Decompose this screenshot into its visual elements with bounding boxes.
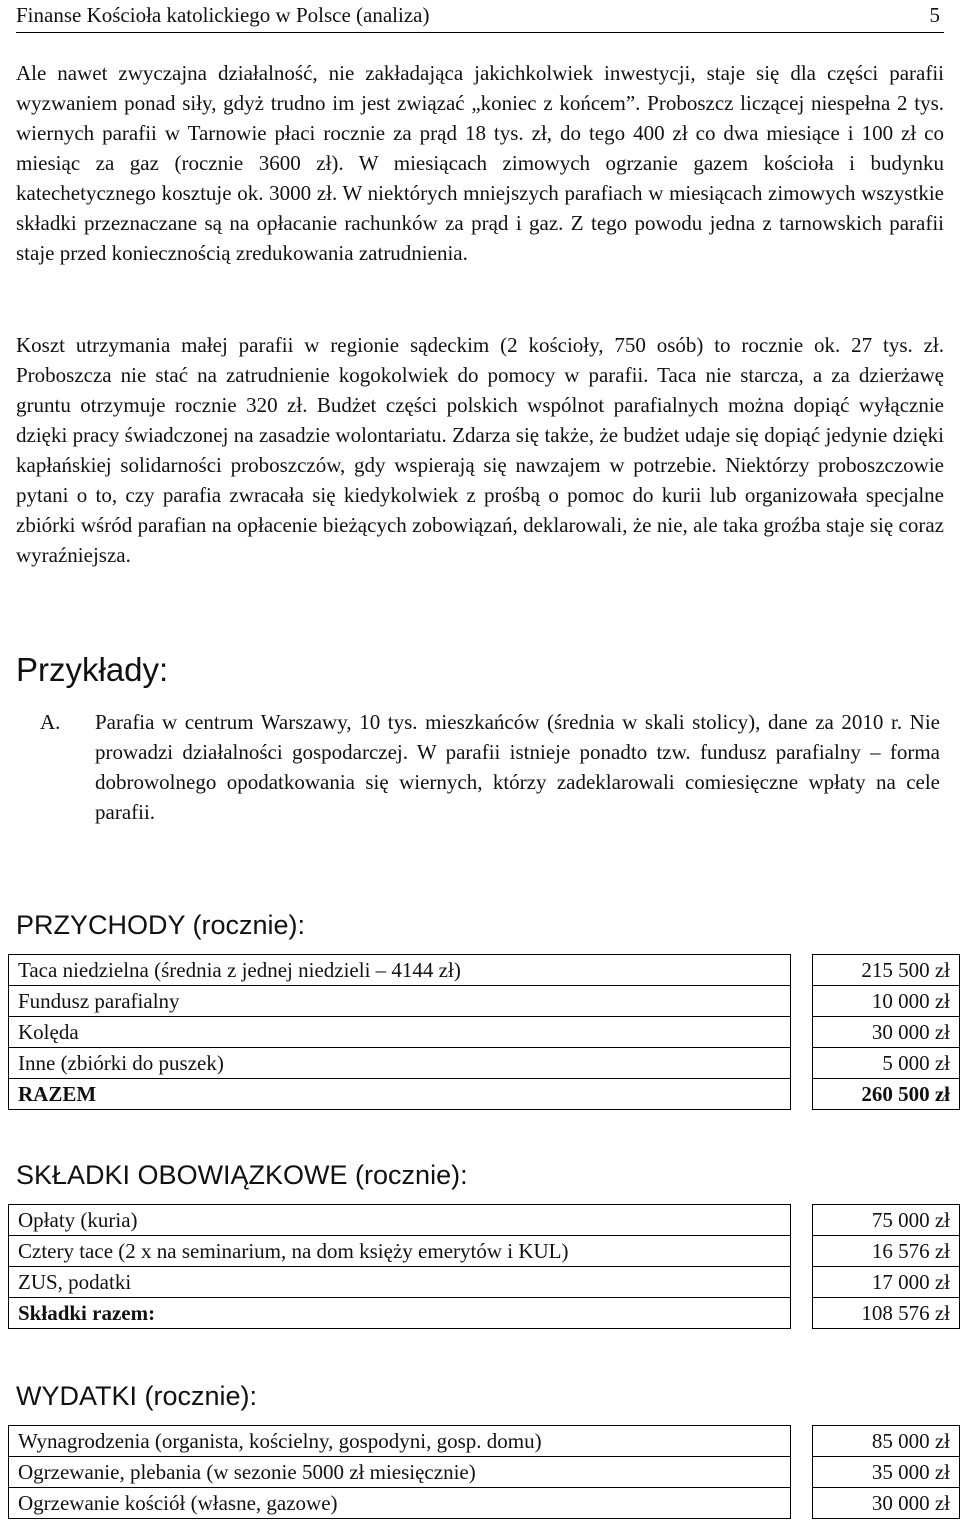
expenses-value: 85 000 zł [813, 1426, 960, 1457]
income-value: 215 500 zł [813, 955, 960, 986]
table-row [9, 1426, 960, 1457]
table-row [9, 955, 960, 986]
table-total-row [9, 1079, 960, 1110]
expenses-label: Ogrzewanie kościół (własne, gazowe) [9, 1488, 791, 1519]
page-number: 5 [929, 3, 940, 27]
table-row [9, 1488, 960, 1519]
dues-label: Opłaty (kuria) [9, 1205, 791, 1236]
income-label: Taca niedzielna (średnia z jednej niedzieli – 4144 zł) [9, 955, 791, 986]
dues-value: 75 000 zł [813, 1205, 960, 1236]
dues-total-label: Składki razem: [9, 1298, 791, 1329]
income-value: 30 000 zł [813, 1017, 960, 1048]
income-total-label: RAZEM [9, 1079, 791, 1110]
dues-label: Cztery tace (2 x na seminarium, na dom księży emerytów i KUL) [9, 1236, 791, 1267]
income-heading: PRZYCHODY (rocznie): [16, 910, 306, 940]
table-row [9, 986, 960, 1017]
income-value: 5 000 zł [813, 1048, 960, 1079]
income-label: Fundusz parafialny [9, 986, 791, 1017]
income-label: Inne (zbiórki do puszek) [9, 1048, 791, 1079]
table-row [9, 1048, 960, 1079]
document-title: Finanse Kościoła katolickiego w Polsce (analiza) [16, 3, 430, 27]
expenses-label: Wynagrodzenia (organista, kościelny, gospodyni, gosp. domu) [9, 1426, 791, 1457]
example-a-label: A. [40, 710, 61, 734]
example-a-text: Parafia w centrum Warszawy, 10 tys. mieszkańców (średnia w skali stolicy), dane za 2010 r. Nie prowadzi działalności gospodarczej. W parafii istnieje ponadto tzw. fundusz parafialny – forma dobrowolnego opodatkowania się wiernych, którzy zadeklarowali comiesięczne wpłaty na cele parafii. [95, 710, 940, 824]
expenses-table [8, 1425, 960, 1519]
table-row [9, 1457, 960, 1488]
income-value: 10 000 zł [813, 986, 960, 1017]
dues-total-value: 108 576 zł [813, 1298, 960, 1329]
table-total-row [9, 1298, 960, 1329]
table-row [9, 1267, 960, 1298]
income-total-value: 260 500 zł [813, 1079, 960, 1110]
table-row [9, 1017, 960, 1048]
table-row [9, 1236, 960, 1267]
income-label: Kolęda [9, 1017, 791, 1048]
page-header [16, 2, 944, 33]
dues-value: 17 000 zł [813, 1267, 960, 1298]
income-table [8, 954, 960, 1110]
dues-heading: SKŁADKI OBOWIĄZKOWE (rocznie): [16, 1160, 468, 1190]
expenses-value: 30 000 zł [813, 1488, 960, 1519]
paragraph-1: Ale nawet zwyczajna działalność, nie zakładająca jakichkolwiek inwestycji, staje się dla części parafii wyzwaniem ponad siły, gdyż trudno im jest związać „koniec z końcem”. Proboszcz liczącej niespełna 2 tys. wiernych parafii w Tarnowie płaci rocznie za prąd 18 tys. zł, do tego 400 zł co dwa miesiące i 100 zł co miesiąc za gaz (rocznie 3600 zł). W miesiącach zimowych ogrzanie gazem kościoła i budynku katechetycznego kosztuje ok. 3000 zł. W niektórych mniejszych parafiach w miesiącach zimowych wszystkie składki przeznaczane są na opłacanie rachunków za prąd i gaz. Z tego powodu jedna z tarnowskich parafii staje przed koniecznością zredukowania zatrudnienia. [16, 61, 944, 265]
dues-table [8, 1204, 960, 1329]
expenses-value: 35 000 zł [813, 1457, 960, 1488]
dues-label: ZUS, podatki [9, 1267, 791, 1298]
dues-value: 16 576 zł [813, 1236, 960, 1267]
examples-heading: Przykłady: [16, 651, 169, 688]
expenses-label: Ogrzewanie, plebania (w sezonie 5000 zł miesięcznie) [9, 1457, 791, 1488]
table-row [9, 1205, 960, 1236]
paragraph-2: Koszt utrzymania małej parafii w regionie sądeckim (2 kościoły, 750 osób) to rocznie ok. 27 tys. zł. Proboszcza nie stać na zatrudnienie kogokolwiek do pomocy w parafii. Taca nie starcza, a za dzierżawę gruntu otrzymuje rocznie 320 zł. Budżet części polskich wspólnot parafialnych można dopiąć wyłącznie dzięki pracy świadczonej na zasadzie wolontariatu. Zdarza się także, że budżet udaje się dopiąć jedynie dzięki kapłańskiej solidarności proboszczów, gdy wspierają się nawzajem w potrzebie. Niektórzy proboszczowie pytani o to, czy parafia zwracała się kiedykolwiek z prośbą o pomoc do kurii lub organizowała specjalne zbiórki wśród parafian na opłacenie bieżących zobowiązań, deklarowali, że nie, ale taka groźba staje się coraz wyraźniejsza. [16, 333, 944, 567]
expenses-heading: WYDATKI (rocznie): [16, 1381, 258, 1411]
